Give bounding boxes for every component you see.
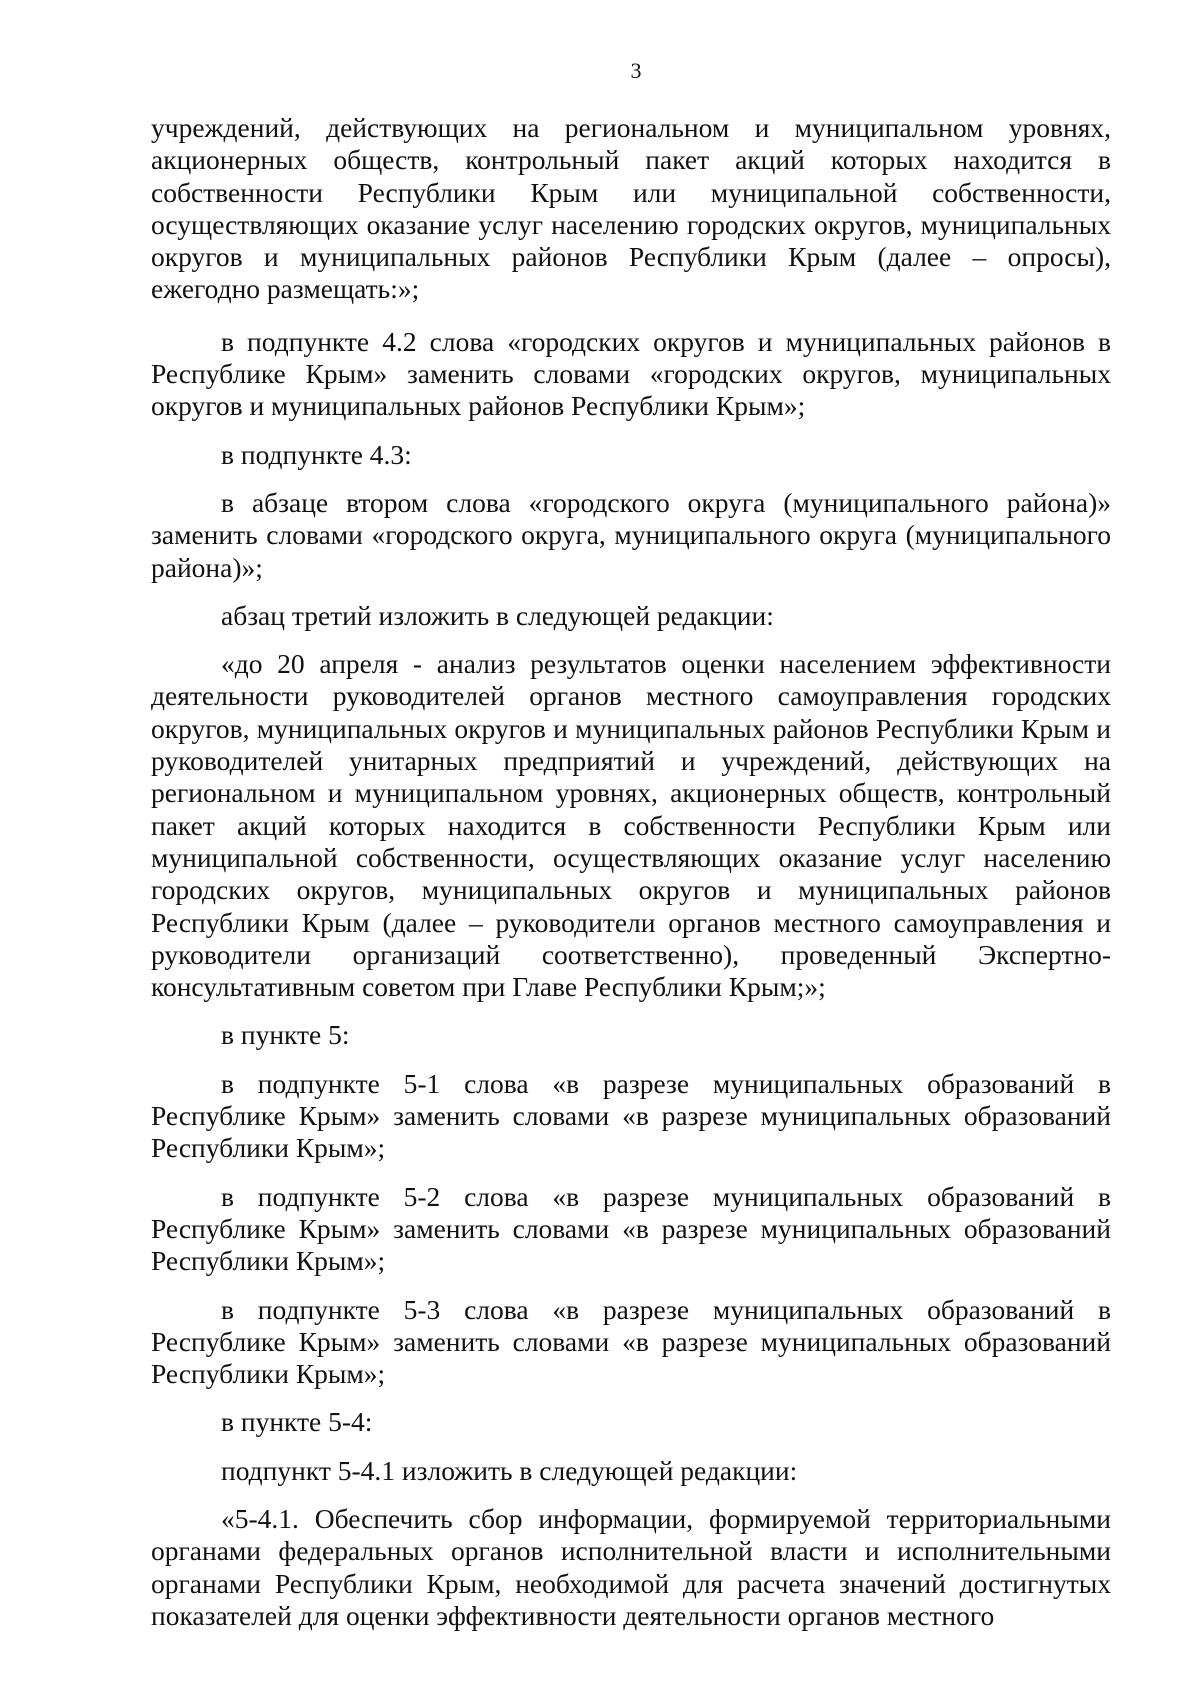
paragraph-continuation: учреждений, действующих на региональном и муниципальном уровнях, акционерных обществ, контрольный пакет акций которых находится в собственности Республики Крым или муниципальной собственности, осуществляющих оказание услуг населению городских округов, муниципальных округов и муниципальных районов Республики Крым (далее – опросы), ежегодно размещать:»; [151, 112, 1111, 305]
paragraph-subitem-4-3-heading: в подпункте 4.3: [221, 438, 412, 470]
document-body [151, 112, 1111, 1632]
paragraph-subitem-5-4-1-text: «5-4.1. Обеспечить сбор информации, формируемой территориальными органами федеральных органов исполнительной власти и исполнительными органами Республики Крым, необходимой для расчета значений достигнутых показателей для оценки эффективности деятельности органов местного [151, 1502, 1111, 1631]
paragraph-subitem-5-3: в подпункте 5-3 слова «в разрезе муниципальных образований в Республике Крым» заменить словами «в разрезе муниципальных образований Республики Крым»; [151, 1293, 1111, 1390]
paragraph-quoted-new-text: «до 20 апреля - анализ результатов оценки населением эффективности деятельности руководителей органов местного самоуправления городских округов, муниципальных округов и муниципальных районов Республики Крым и руководителей унитарных предприятий и учреждений, действующих на региональном и муниципальном уровнях, акционерных обществ, контрольный пакет акций которых находится в собственности Республики Крым или муниципальной собственности, осуществляющих оказание услуг населению городских округов, муниципальных округов и муниципальных районов Республики Крым (далее – руководители органов местного самоуправления и руководители организаций соответственно), проведенный Экспертно-консультативным советом при Главе Республики Крым;»; [151, 648, 1111, 1003]
paragraph-subitem-4-2: в подпункте 4.2 слова «городских округов и муниципальных районов в Республике Крым» заменить словами «городских округов, муниципальных округов и муниципальных районов Республики Крым»; [151, 325, 1111, 422]
paragraph-abzac-second: в абзаце втором слова «городского округа (муниципального района)» заменить словами «городского округа, муниципального округа (муниципального района)»; [151, 486, 1111, 583]
paragraph-subitem-5-2: в подпункте 5-2 слова «в разрезе муниципальных образований в Республике Крым» заменить словами «в разрезе муниципальных образований Республики Крым»; [151, 1180, 1111, 1277]
paragraph-item-5-heading: в пункте 5: [221, 1019, 350, 1051]
paragraph-subitem-5-1: в подпункте 5-1 слова «в разрезе муниципальных образований в Республике Крым» заменить словами «в разрезе муниципальных образований Республики Крым»; [151, 1067, 1111, 1164]
paragraph-subitem-5-4-1-heading: подпункт 5-4.1 изложить в следующей редакции: [221, 1454, 798, 1486]
paragraph-abzac-third-heading: абзац третий изложить в следующей редакции: [221, 599, 774, 631]
paragraph-item-5-4-heading: в пункте 5-4: [221, 1406, 373, 1438]
page-number: 3 [630, 58, 642, 83]
